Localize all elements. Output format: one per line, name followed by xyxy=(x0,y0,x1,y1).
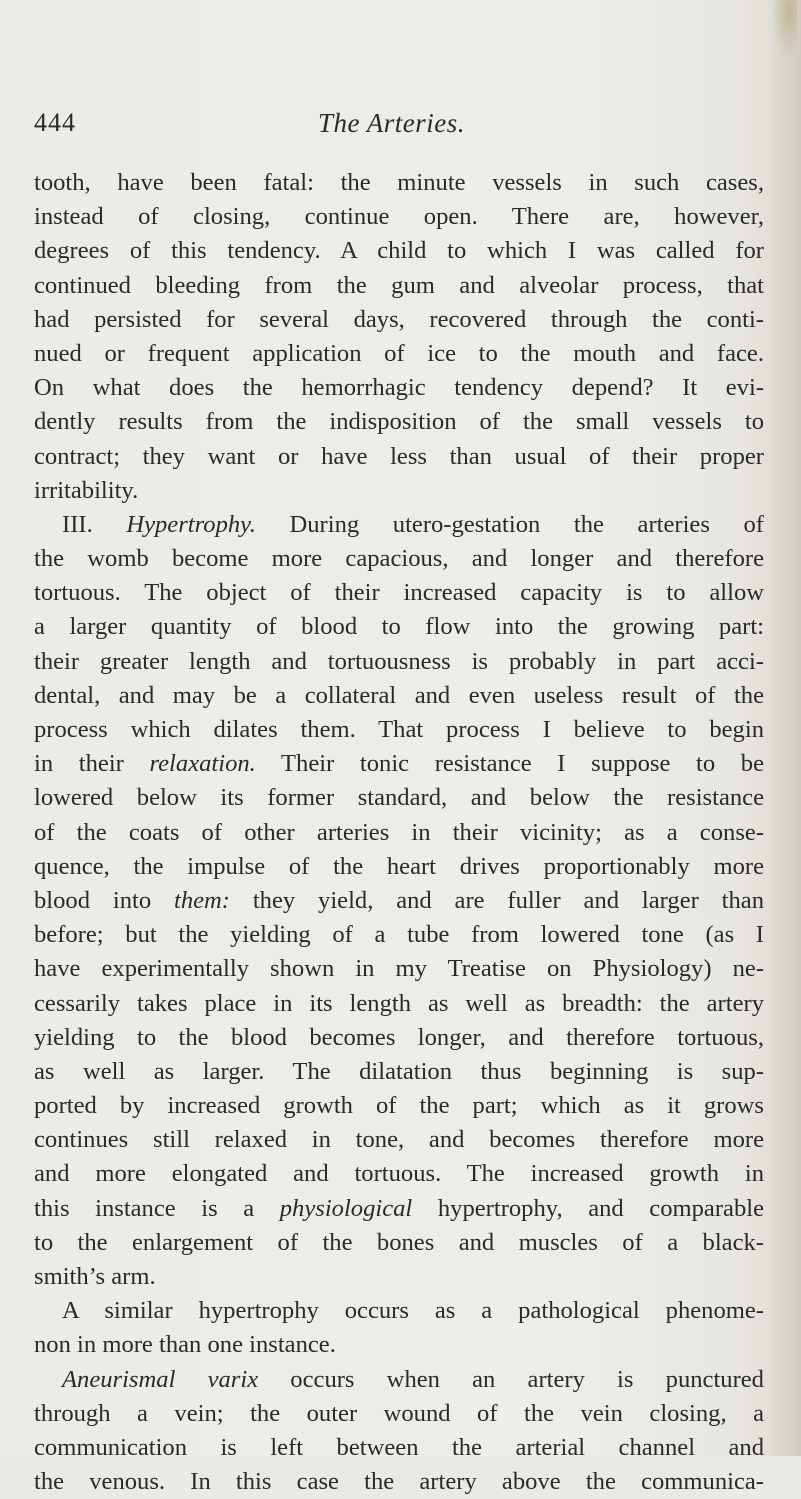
text-line: irritability. xyxy=(34,476,139,504)
text-line: a larger quantity of blood to flow into the growing part: xyxy=(34,613,764,641)
running-head xyxy=(34,108,764,142)
text-line: before; but the yielding of a tube from lowered tone (as I xyxy=(34,921,764,949)
text-line: A similar hypertrophy occurs as a pathological phenome- xyxy=(62,1297,764,1325)
text-line: to the enlargement of the bones and muscles of a black- xyxy=(34,1228,764,1256)
text-line: On what does the hemorrhagic tendency depend? It evi- xyxy=(34,374,764,402)
text-line: tooth, have been fatal: the minute vessels in such cases, xyxy=(34,169,764,196)
text-line: as well as larger. The dilatation thus beginning is sup- xyxy=(34,1057,764,1085)
text-line: in their relaxation. Their tonic resistance I suppose to be xyxy=(34,750,765,778)
text-line: communication is left between the arterial channel and xyxy=(34,1433,764,1461)
text-line: the womb become more capacious, and longer and therefore xyxy=(34,545,764,573)
text-line: non in more than one instance. xyxy=(34,1331,336,1359)
text-line: cessarily takes place in its length as well as breadth: the artery xyxy=(34,989,764,1017)
body-text xyxy=(34,166,764,1499)
text-line: smith’s arm. xyxy=(34,1263,156,1290)
text-line: Aneurismal varix occurs when an artery is punctured xyxy=(62,1365,764,1393)
text-line: nued or frequent application of ice to the mouth and face. xyxy=(34,339,764,367)
text-line: through a vein; the outer wound of the vein closing, a xyxy=(34,1399,764,1427)
corner-stain xyxy=(771,0,797,60)
text-line: instead of closing, continue open. There are, however, xyxy=(34,203,764,231)
text-line: dental, and may be a collateral and even useless result of the xyxy=(34,681,764,709)
text-line: their greater length and tortuousness is probably in part acci- xyxy=(34,647,764,675)
text-line: the venous. In this case the artery above the communica- xyxy=(34,1468,764,1496)
text-line: had persisted for several days, recovered through the conti- xyxy=(34,305,764,333)
text-line: process which dilates them. That process I believe to begin xyxy=(34,716,764,743)
text-line: yielding to the blood becomes longer, and therefore tortuous, xyxy=(34,1023,764,1051)
text-line: quence, the impulse of the heart drives proportionably more xyxy=(34,852,764,880)
text-line: dently results from the indisposition of the small vessels to xyxy=(34,408,764,436)
text-line: degrees of this tendency. A child to which I was called for xyxy=(34,237,764,265)
text-line: continued bleeding from the gum and alveolar process, that xyxy=(34,271,764,299)
page-edge-shadow xyxy=(767,0,801,1456)
section-heading-line: III. Hypertrophy. During utero-gestation the arteries of xyxy=(62,510,764,538)
page-number: 444 xyxy=(34,108,76,137)
text-line: lowered below its former standard, and below the resistance xyxy=(34,784,764,812)
text-line: continues still relaxed in tone, and becomes therefore more xyxy=(34,1126,764,1154)
text-line: this instance is a physiological hypertrophy, and comparable xyxy=(34,1194,764,1222)
running-title: The Arteries. xyxy=(318,108,465,138)
text-line: blood into them: they yield, and are fuller and larger than xyxy=(34,886,764,914)
text-line: have experimentally shown in my Treatise on Physiology) ne- xyxy=(34,955,764,983)
text-line: ported by increased growth of the part; which as it grows xyxy=(34,1092,764,1120)
text-line: tortuous. The object of their increased capacity is to allow xyxy=(34,579,764,607)
text-line: and more elongated and tortuous. The increased growth in xyxy=(34,1160,764,1188)
text-line: of the coats of other arteries in their vicinity; as a conse- xyxy=(34,818,764,846)
text-line: contract; they want or have less than usual of their proper xyxy=(34,442,764,470)
